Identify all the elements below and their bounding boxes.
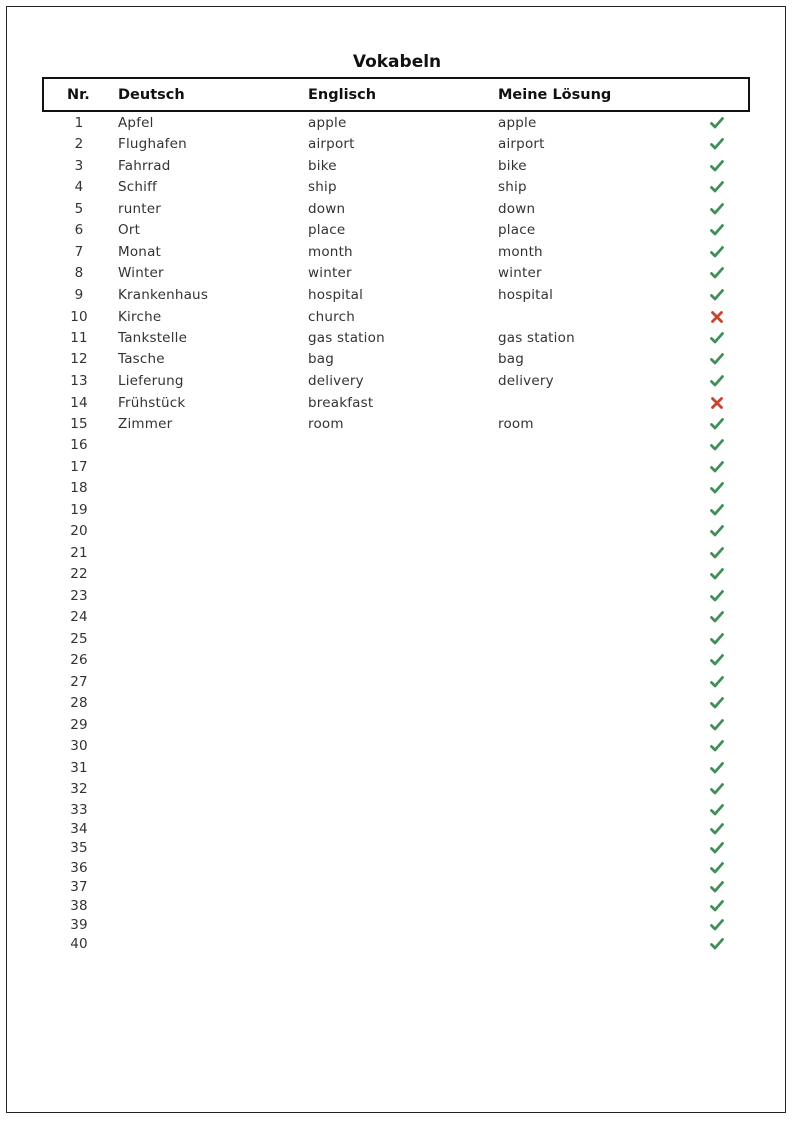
- checkmark-icon: [709, 373, 725, 389]
- row-number: 18: [70, 480, 88, 496]
- checkmark-icon: [709, 674, 725, 690]
- row-number: 7: [74, 244, 84, 260]
- my-solution: ship: [498, 179, 527, 195]
- checkmark-icon: [709, 588, 725, 604]
- my-solution: down: [498, 201, 536, 217]
- row-number: 8: [74, 265, 84, 281]
- header-loesung: Meine Lösung: [498, 87, 612, 103]
- row-number: 33: [70, 802, 88, 818]
- english-word: month: [308, 244, 353, 260]
- german-word: Tasche: [118, 351, 165, 367]
- german-word: Winter: [118, 265, 164, 281]
- row-number: 13: [70, 373, 88, 389]
- row-number: 35: [70, 840, 88, 856]
- row-number: 10: [70, 309, 88, 325]
- cross-icon: [709, 395, 725, 411]
- row-number: 16: [70, 437, 88, 453]
- german-word: Schiff: [118, 179, 158, 195]
- row-number: 27: [70, 674, 88, 690]
- english-word: apple: [308, 115, 347, 131]
- checkmark-icon: [709, 158, 725, 174]
- checkmark-icon: [709, 717, 725, 733]
- checkmark-icon: [709, 201, 725, 217]
- row-number: 25: [70, 631, 88, 647]
- german-word: Monat: [118, 244, 162, 260]
- english-word: airport: [308, 136, 355, 152]
- my-solution: winter: [498, 265, 542, 281]
- my-solution: bike: [498, 158, 527, 174]
- checkmark-icon: [709, 566, 725, 582]
- english-word: ship: [308, 179, 337, 195]
- row-number: 11: [70, 330, 88, 346]
- row-number: 40: [70, 936, 88, 952]
- english-word: breakfast: [308, 395, 374, 411]
- checkmark-icon: [709, 459, 725, 475]
- checkmark-icon: [709, 416, 725, 432]
- checkmark-icon: [709, 502, 725, 518]
- german-word: Zimmer: [118, 416, 173, 432]
- checkmark-icon: [709, 523, 725, 539]
- checkmark-icon: [709, 802, 725, 818]
- german-word: Flughafen: [118, 136, 187, 152]
- english-word: winter: [308, 265, 352, 281]
- row-number: 21: [70, 545, 88, 561]
- row-number: 36: [70, 860, 88, 876]
- row-number: 19: [70, 502, 88, 518]
- my-solution: month: [498, 244, 543, 260]
- checkmark-icon: [709, 115, 725, 131]
- german-word: Kirche: [118, 309, 162, 325]
- header-nr: Nr.: [67, 87, 90, 103]
- checkmark-icon: [709, 738, 725, 754]
- row-number: 31: [70, 760, 88, 776]
- checkmark-icon: [709, 222, 725, 238]
- checkmark-icon: [709, 860, 725, 876]
- checkmark-icon: [709, 695, 725, 711]
- english-word: room: [308, 416, 344, 432]
- row-number: 2: [74, 136, 84, 152]
- row-number: 38: [70, 898, 88, 914]
- english-word: place: [308, 222, 346, 238]
- row-number: 34: [70, 821, 88, 837]
- header-deutsch: Deutsch: [118, 87, 185, 103]
- checkmark-icon: [709, 330, 725, 346]
- row-number: 5: [74, 201, 84, 217]
- checkmark-icon: [709, 244, 725, 260]
- row-number: 37: [70, 879, 88, 895]
- checkmark-icon: [709, 760, 725, 776]
- row-number: 32: [70, 781, 88, 797]
- checkmark-icon: [709, 840, 725, 856]
- german-word: Krankenhaus: [118, 287, 209, 303]
- english-word: church: [308, 309, 355, 325]
- english-word: down: [308, 201, 346, 217]
- my-solution: room: [498, 416, 534, 432]
- my-solution: hospital: [498, 287, 554, 303]
- checkmark-icon: [709, 480, 725, 496]
- checkmark-icon: [709, 136, 725, 152]
- my-solution: airport: [498, 136, 545, 152]
- german-word: Frühstück: [118, 395, 186, 411]
- row-number: 28: [70, 695, 88, 711]
- checkmark-icon: [709, 652, 725, 668]
- cross-icon: [709, 309, 725, 325]
- english-word: delivery: [308, 373, 364, 389]
- english-word: bike: [308, 158, 337, 174]
- english-word: gas station: [308, 330, 385, 346]
- checkmark-icon: [709, 898, 725, 914]
- row-number: 39: [70, 917, 88, 933]
- my-solution: gas station: [498, 330, 575, 346]
- my-solution: bag: [498, 351, 525, 367]
- checkmark-icon: [709, 545, 725, 561]
- row-number: 20: [70, 523, 88, 539]
- german-word: Fahrrad: [118, 158, 171, 174]
- german-word: Lieferung: [118, 373, 184, 389]
- header-englisch: Englisch: [308, 87, 377, 103]
- checkmark-icon: [709, 265, 725, 281]
- row-number: 4: [74, 179, 84, 195]
- row-number: 12: [70, 351, 88, 367]
- checkmark-icon: [709, 879, 725, 895]
- checkmark-icon: [709, 781, 725, 797]
- row-number: 29: [70, 717, 88, 733]
- row-number: 17: [70, 459, 88, 475]
- row-number: 9: [74, 287, 84, 303]
- my-solution: place: [498, 222, 536, 238]
- row-number: 6: [74, 222, 84, 238]
- row-number: 30: [70, 738, 88, 754]
- row-number: 22: [70, 566, 88, 582]
- german-word: runter: [118, 201, 162, 217]
- english-word: hospital: [308, 287, 364, 303]
- row-number: 3: [74, 158, 84, 174]
- german-word: Tankstelle: [118, 330, 188, 346]
- checkmark-icon: [709, 821, 725, 837]
- english-word: bag: [308, 351, 335, 367]
- row-number: 26: [70, 652, 88, 668]
- checkmark-icon: [709, 287, 725, 303]
- checkmark-icon: [709, 631, 725, 647]
- row-number: 14: [70, 395, 88, 411]
- my-solution: apple: [498, 115, 537, 131]
- german-word: Ort: [118, 222, 141, 238]
- checkmark-icon: [709, 351, 725, 367]
- german-word: Apfel: [118, 115, 154, 131]
- checkmark-icon: [709, 936, 725, 952]
- checkmark-icon: [709, 179, 725, 195]
- row-number: 15: [70, 416, 88, 432]
- my-solution: delivery: [498, 373, 554, 389]
- checkmark-icon: [709, 917, 725, 933]
- row-number: 23: [70, 588, 88, 604]
- checkmark-icon: [709, 609, 725, 625]
- row-number: 1: [74, 115, 84, 131]
- checkmark-icon: [709, 437, 725, 453]
- row-number: 24: [70, 609, 88, 625]
- page-title: Vokabeln: [352, 52, 442, 72]
